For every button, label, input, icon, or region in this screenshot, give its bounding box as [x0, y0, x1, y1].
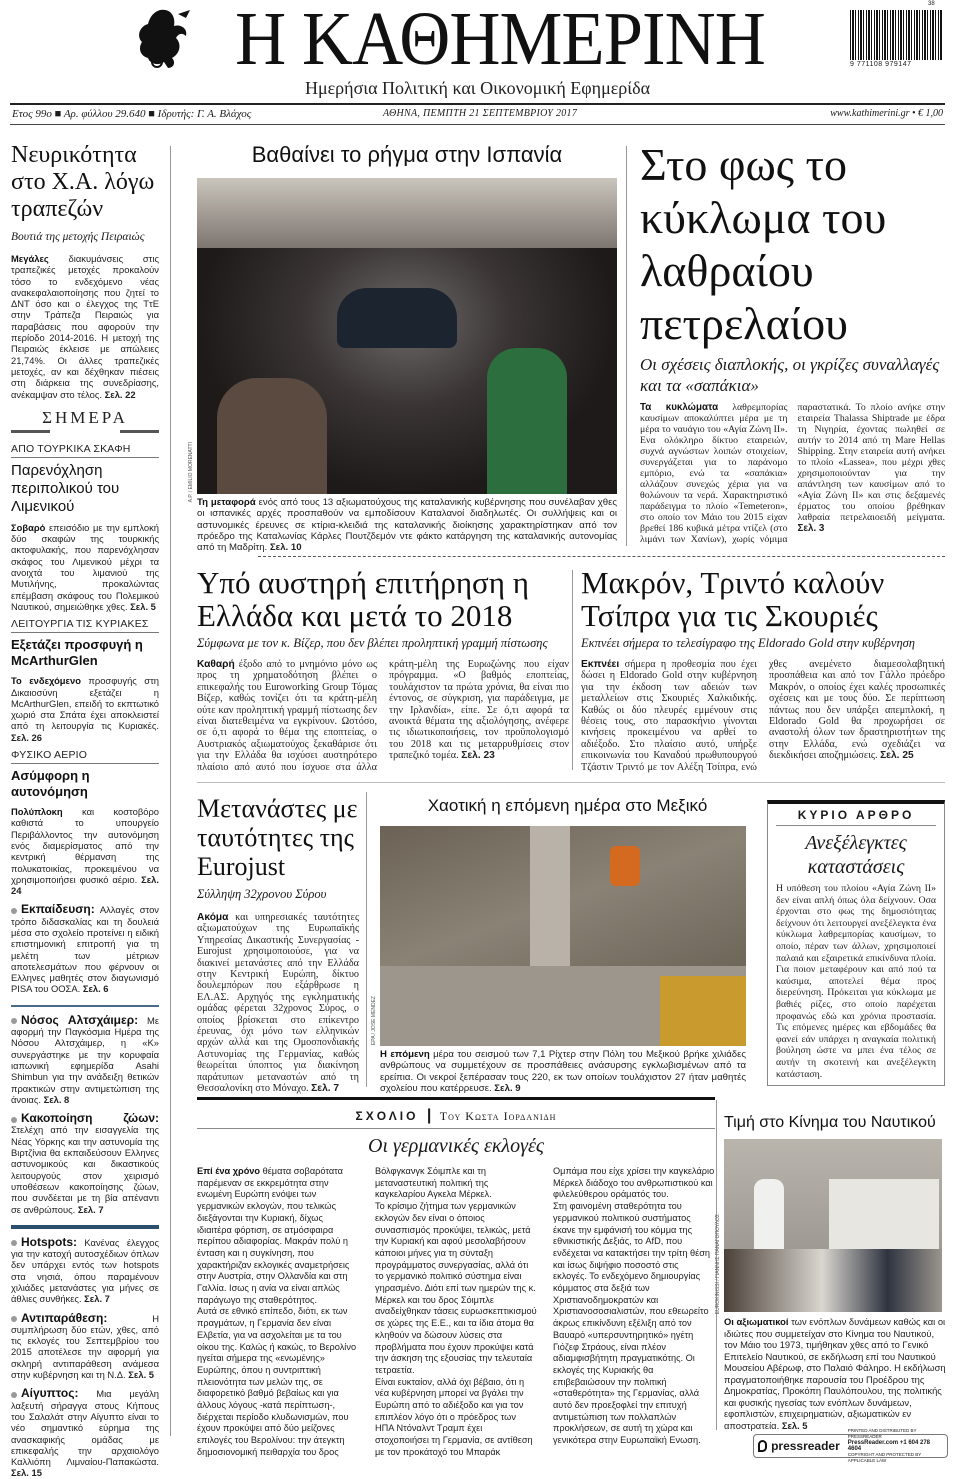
page-ref[interactable]: Σελ. 25	[880, 750, 914, 762]
brief-item[interactable]	[11, 1388, 159, 1478]
lead-word: Το ενδεχόμενο	[11, 675, 81, 687]
column-divider	[170, 146, 171, 1436]
barcode-issue: 38	[928, 1, 935, 7]
newspaper-title: Η ΚΑΘΗΜΕΡΙΝΗ	[235, 0, 765, 81]
page-ref[interactable]: Σελ. 15	[11, 1467, 42, 1479]
page-ref[interactable]: Σελ. 5	[128, 1369, 154, 1381]
body-text: διακυμάνσεις στις τραπεζικές μετοχές προκαλούν τόσο το ενδεχόμενο νέας ανακεφαλαιοποίησης που ζητεί το ΔΝΤ όσο και ο έλεγχος της ΤτΕ στην Τράπεζα Πειραιώς για παραβάσεις που αφορούν την περίοδο 2014-2016. Η μετοχή της Πειραιώς έκλεισε με απώλειες 21,74%. Οι άλλες τραπεζικές μετοχές, αν και δέχθηκαν πιέσεις στη διάρκεια της συνεδρίασης, ανέκαμψαν στο τέλος.	[11, 253, 159, 400]
left-story[interactable]	[11, 618, 159, 743]
page-ref[interactable]: Σελ. 24	[11, 873, 159, 897]
lead-word: Τη μεταφορά	[197, 497, 256, 508]
info-rule	[10, 124, 945, 125]
brief-item[interactable]	[11, 1234, 159, 1305]
headline: Μετανάστες με ταυτότητες της Eurojust	[197, 794, 358, 881]
headline: Παρενόχληση περιπολικού του Λιμενικού	[11, 461, 120, 515]
brief-text: Κανένας έλεγχος για την κατοχή αυτοσχέδιων όπλων δεν υπάρχει εντός των hotspots στα νησιά, όπου παραμένουν χιλιάδες μετανάστες για μήνες σε άθλιες συνθήκες.	[11, 1236, 159, 1305]
headline: Ανεξέλεγκτες καταστάσεις	[805, 832, 907, 878]
lead-word: Καθαρή	[197, 659, 235, 670]
lead-word: Πολύπλοκη	[11, 806, 63, 818]
caption-text: μέρα του σεισμού των 7,1 Ρίχτερ στην Πόλη του Μεξικού βρήκε χιλιάδες ανθρώπους να συμμετέχουν σε προσπάθειες ανάσυρσης εγκλωβισμένων από τα ερείπια. Οι νεκροί ξεπέρασαν τους 220, εκ των οποίων τουλάχιστον 27 ήταν μαθητές σχολείου που κατέρρευσε.	[380, 1049, 746, 1094]
issue-info: Ετος 99ο ■ Αρ. φύλλου 29.640 ■ Ιδρυτής: Γ. Α. Βλάχος	[12, 108, 252, 120]
page-ref[interactable]: Σελ. 5	[781, 1419, 808, 1431]
body-text: έξοδο από το μνημόνιο μόνο ως προς τη χρηματοδότηση βλέπει ο επικεφαλής του Euroworking Group Τόμας Βίζερ, καθώς τονίζει ότι τα κράτη-μέλη ούτε καν προληπτική γραμμή πίστωσης δεν είναι διατεθειμένα να εγκρίνουν. Ωστόσο, σε ό,τι αφορά το θέμα της εποπτείας, ο Αυστριακός αξιωματούχος ξεκαθάρισε ότι για την Ελλάδα θα ισχύσει αυστηρότερο πλαίσιο από αυτό που ίσχυσε στα άλλα κράτη-μέλη της Ευρωζώνης που είχαν πρόγραμμα. «Ο βαθμός εποπτείας, τουλάχιστον τα πρώτα χρόνια, θα είναι πιο έντονος, σε σύγκριση, για παράδειγμα, με την Ιρλανδία», είπε. Σε ό,τι αφορά τα ανοικτά θέματα της αξιολόγησης, ανέφερε τις ιδιωτικοποιήσεις, τον προϋπολογισμό του 2018 και τις μεταρρυθμίσεις στον τραπεζικό τομέα.	[197, 659, 569, 773]
subhead: Εκπνέει σήμερα το τελεσίγραφο της Eldorado Gold στην κυβέρνηση	[581, 636, 916, 650]
pressreader-line3: COPYRIGHT AND PROTECTED BY APPLICABLE LAW	[847, 1452, 922, 1463]
today-label: ΣΗΜΕΡΑ	[42, 407, 128, 427]
page-ref[interactable]: Σελ. 9	[494, 1082, 521, 1094]
body-text: λαθρεμπορίας καυσίμων αποκαλύπτει μέρα με τη μέρα το ναυάγιο του «Αγία Ζώνη ΙΙ». Ενα ολόκληρο δίκτυο εταιρειών, συχνά αγνώστων λοιπών στοιχείων, συνεργάζεται για το παράνομο εμπόριο, ενώ τα «σαπάκια» αλλάζουν συνεχώς χέρια για να θολώνουν τα νερά. Χαρακτηριστικό παράδειγμα το πλοίο «Temeteron», στο οποίο τον Μάιο του 2015 είχαν βρεθεί 186 κυβικά μέτρα ντίζελ (στο λιμάνι των Χανίων), χωρίς νόμιμα παραστατικά. Το πλοίο ανήκε στην εταιρεία Thalassa Shiptrade με έδρα τη Νιγηρία, έχοντας πωληθεί σε αυτήν το 2014 από τη Mare Hellas Shipping. Στην εταιρεία αυτή ανήκει το πλοίο «Lassea», που μέχρι χθες χρησιμοποιούνταν για την απάντληση των καυσίμων από το «Αγία Ζώνη ΙΙ» και στις δεξαμενές έρματος του οποίου βρέθηκαν λαθραία πετρελαιοειδή μείγματα.	[640, 402, 945, 545]
editorial-label: ΚΥΡΙΟ ΑΡΘΡΟ	[776, 808, 936, 826]
lead-story-banks[interactable]	[11, 142, 159, 400]
headline: Μακρόν, Τριντό καλούν Τσίπρα για τις Σκουριές	[581, 565, 885, 633]
page-ref[interactable]: Σελ. 23	[461, 750, 495, 762]
column-divider	[626, 146, 627, 546]
lead-word: Η επόμενη	[380, 1049, 430, 1060]
barcode	[850, 10, 942, 60]
brief-item[interactable]	[11, 904, 159, 1006]
body	[197, 1166, 715, 1459]
lead-word: Τα κυκλώματα	[640, 402, 719, 413]
page-ref[interactable]: Σελ. 5	[130, 600, 156, 612]
brief-title: Νόσος Αλτσχάιμερ:	[21, 1012, 139, 1027]
caption	[724, 1316, 946, 1431]
page-ref[interactable]: Σελ. 22	[104, 388, 136, 400]
paragraph: Το κρίσιμο ζήτημα των γερμανικών εκλογών δεν είναι ο όποιος συνασπισμός προκύψει, τελικώς, μετά την Κυριακή και αφού μεσολαβήσουν κάποιοι μήνες για τη σύνταξη προγράμματος συνεργασίας, αλλά ότι το γερμανικό πολιτικό σύστημα είναι γηρασμένο. Διότι επί των ημερών της κ. Μέρκελ και του δρος Σόιμπλε αναδείχθηκαν τάσεις ευρωσκεπτικισμού σε χώρες της Ε.Ε., και τα ίδια άτομα θα κληθούν να δώσουν λύσεις στα προβλήματα που έχουν προκύψει κατά την άσκηση της εξουσίας την τελευταία τετραετία.	[375, 1201, 537, 1375]
brief-item[interactable]	[11, 1113, 159, 1229]
page-ref[interactable]: Σελ. 3	[797, 523, 825, 534]
paragraph: Είναι ευκταίον, αλλά όχι βέβαιο, ότι η νέα κυβέρνηση μπορεί να βγάλει την Ευρώπη από το αδιέξοδο και για τον επιπλέον λόγο ότι ο πρόεδρος των ΗΠΑ Ντόναλντ Τραμπ έχει στοχοποιήσει τη Γερμανία, σε αντίθεση με τον προκάτοχό του Μπαράκ Ομπάμα που είχε χρίσει την καγκελάριο Μέρκελ διάδοχο του ανθρωπιστικού και φιλελεύθερου οράματός του.	[375, 1166, 715, 1457]
lead-word: Ακόμα	[197, 912, 229, 923]
mexico-earthquake-photo[interactable]	[380, 826, 746, 1046]
mexico-story[interactable]	[371, 796, 755, 1094]
editorial-box[interactable]	[767, 800, 945, 1086]
subhead: Βουτιά της μετοχής Πειραιώς	[11, 231, 145, 243]
lead-word: Μεγάλες	[11, 253, 49, 264]
navy-ceremony-photo[interactable]	[724, 1139, 942, 1312]
page-ref[interactable]: Σελ. 7	[84, 1293, 110, 1305]
kicker: ΦΥΣΙΚΟ ΑΕΡΙΟ	[11, 749, 159, 764]
brief-title: Κακοποίηση ζώων:	[21, 1111, 159, 1126]
lead-word: Οι αξιωματικοί	[724, 1316, 789, 1327]
photo-credit: EUROKINISSI / ΓΙΑΝΝΗΣ ΠΑΝΑΓΟΠΟΥΛΟΣ	[715, 1214, 721, 1315]
lead-word: Εκπνέει	[581, 659, 620, 670]
website-price: www.kathimerini.gr • € 1,00	[830, 108, 943, 119]
brief-item[interactable]	[11, 1310, 159, 1381]
lead-word: Σοβαρό	[11, 521, 46, 533]
headline: Εξετάζει προσφυγή η McArthurGlen	[11, 637, 143, 669]
brief-title: Εκπαίδευση:	[21, 902, 95, 917]
left-story[interactable]	[11, 443, 159, 612]
pressreader-logo: pressreader	[771, 1439, 840, 1453]
caption	[380, 1049, 746, 1094]
page-ref[interactable]: Σελ. 6	[82, 983, 109, 995]
page-ref[interactable]: Σελ. 8	[43, 1093, 70, 1105]
subhead: Οι σχέσεις διαπλοκής, οι γκρίζες συναλλαγές και τα «σαπάκια»	[640, 355, 940, 395]
headline: Τιμή στο Κίνημα του Ναυτικού	[724, 1114, 936, 1131]
barcode-number: 9 771108 979147	[850, 61, 912, 68]
masthead-rule	[10, 103, 945, 105]
headline: Στο φως το κύκλωμα του λαθραίου πετρελαίου	[640, 139, 887, 349]
body	[640, 402, 945, 545]
photo-credit: EPA / JOSE MENDEZ	[371, 996, 377, 1046]
bullet-icon	[11, 1316, 17, 1322]
body	[197, 912, 359, 1095]
body-text: επεισόδιο με την εμπλοκή δύο σκαφών της τουρκικής ακτοφυλακής, που παρενόχλησαν σκάφος του Λιμενικού μέχρι τα ανοιχτά του λιμανιού της Μυτιλήνης, προκαλώντας επέμβαση σκάφους του Πολεμικού Ναυτικού, σημειώθηκε χθες.	[11, 521, 159, 612]
left-story[interactable]	[11, 749, 159, 896]
bullet-icon	[11, 1018, 17, 1024]
body-text: και υπηρεσιακές ταυτότητες αξιωματούχων της Ευρωπαϊκής Υπηρεσίας Δικαστικής Συνεργασίας - Eurojust χρησιμοποιούσε, για να διακινεί μετανάστες από την Ελλάδα στην Κεντρική Ευρώπη, δίκτυο δουλεμπόρων που εξάρθρωσε η ΕΛ.ΑΣ. Αρχηγός της εγκληματικής ομάδας φέρεται 32χρονος Σύρος, ο οποίος βρίσκεται στο επίκεντρο έρευνας, όχι μόνο των ελληνικών αρχών αλλά και της Ομοσπονδιακής Αστυνομίας της Γερμανίας, καθώς θεωρείται ύποπτος για διακίνηση παράτυπων μεταναστών από τη Θεσσαλονίκη στο Μόναχο.	[197, 912, 359, 1095]
author: Του Κωστα Ιορδανιδη	[439, 1109, 557, 1123]
page-ref[interactable]: Σελ. 26	[11, 731, 42, 743]
photo-credit: A.P. / EMILIO MORENATTI	[188, 442, 194, 503]
brief-title: Αίγυπτος:	[21, 1386, 79, 1401]
body-text: προσφυγής στη Δικαιοσύνη εξετάζει η McArthurGlen, επειδή το εκπτωτικό χωριό στα Σπάτα έχει αποκλειστεί από τη λειτουργία τις Κυριακές.	[11, 675, 159, 732]
body	[197, 659, 569, 773]
body: Η υπόθεση του πλοίου «Αγία Ζώνη ΙΙ» δεν είναι απλή όπως όλα δείχνουν. Οσα έρχονται στο φως της δημοσιότητας δείχνουν ότι λειτουργεί ανεξέλεγκτα ένα κύκλωμα λαθρεμπορίας καυσίμων, το οποίο, πέραν των άλλων, χρησιμοποιεί παλαιά και εξαιρετικά επικίνδυνα πλοία. Για ποιον μεταφέρουν και από πού τα καύσιμα, αποτελεί θέμα προς διερεύνηση. Πρόκειται για κύκλωμα με βαθιές ρίζες, στο οποίο παρέχεται προφανώς εδώ και χρόνια προστασία. Τις επόμενες ημέρες και εβδομάδες θα φανεί εάν υπάρχει η αναγκαία πολιτική βούληση ώστε να μπει ένα τέλος σε αυτήν τη σκοτεινή και ανεξέλεγκτη κατάσταση.	[776, 883, 936, 1080]
brief-text: Η συμπλήρωση δύο ετών, χθες, από τις εκλογές του Σεπτεμβρίου του 2015 αποτέλεσε την αφορμή για σκληρή αντιπαράθεση ανάμεσα στην κυβέρνηση και τη Ν.Δ.	[11, 1312, 159, 1381]
caption-text: ενός από τους 13 αξιωματούχους της καταλανικής κυβέρνησης που συνέλαβαν χθες οι ισπανικές αρχές προσπαθούν να εμποδίσουν Καταλανοί διαδηλωτές. Οι συλλήψεις και οι αστυνομικές έρευνες σε κτίρια-κλειδιά της καταλανικής διοίκησης χαρακτηρίστηκαν από τον πρόεδρο της Καταλωνίας Κάρλες Πουτζδεμόν ντε φάκτο κατάργηση της καταλανικής αυτονομίας από τη Μαδρίτη.	[197, 497, 617, 554]
body-text: σήμερα η προθεσμία που έχει δώσει η Eldorado Gold στην κυβέρνηση για την έκδοση των αδειών των μεταλλείων στις Σκουριές Χαλκιδικής. Καθώς οι δύο πλευρές εμμένουν στις θέσεις τους, στο παρασκήνιο γίνονται κινήσεις προκειμένου να αρθεί το αδιέξοδο. Στο πλαίσιο αυτό, υπήρξε επικοινωνία του Καναδού πρωθυπουργού Τζάστιν Τριντό με τον Αλέξη Τσίπρα, ενώ χθες ανεμένετο διαμεσολαβητική προσπάθεια και από τον Γάλλο πρόεδρο Μακρόν, ο οποίος έχει καλές προσωπικές σχέσεις και με τους δύο. Σε περίπτωση πάντως που δεν υπάρξει απεμπλοκή, η Eldorado Gold θα προχωρήσει σε αναστολή όλων των δραστηριοτήτων της στην Ελλάδα, ενώ σχεδιάζει να διεκδικήσει αποζημιώσεις.	[581, 659, 945, 773]
brief-title: Αντιπαράθεση:	[21, 1310, 108, 1325]
body-text: θέματα σοβαρότατα παρέμεναν σε εκκρεμότητα στην ενωμένη Ευρώπη ενόψει των γερμανικών εκλογών, που τελικώς διεξάγονται την Κυριακή, δίχως ιδιαιτέρα φόρτιση, σε ατμόσφαιρα περίπου αδιαφορίας. Μακράν πολύ η ένταση και η συγκίνηση, που χαρακτήριζαν εκλογικές αναμετρήσεις στην Αυστρία, στην Ολλανδία και στη Γαλλία. Ισως η ανία να είναι απλώς παράγωγο της σταθερότητος.	[197, 1166, 350, 1305]
headline: Βαθαίνει το ρήγμα στην Ισπανία	[251, 142, 563, 167]
paragraph: Αυτά σε εθνικό επίπεδο, διότι, εκ των πραγμάτων, η Γερμανία δεν είναι Ελβετία, για να ασχολείται με τα του οίκου της. Καλώς ή κακώς, το Βερολίνο ηγείται σήμερα της «ενωμένης» Ευρώπης, όπου η συντριπτική πλειονότητα των μελών της, σε διαφορετικό βαθμό βεβαίως και για άλλους λόγους -κατά περίπτωση-, διέρχεται περίοδο κλυδωνισμών, που έχουν προκύψει από δύο μείζονες επιλογές του Βερολίνου: την άτεγκτη δημοσιονομική πειθαρχία του δρος Βόλφγκανγκ Σόιμπλε και τη μεταναστευτική πολιτική της καγκελαρίου Αγκελα Μέρκελ.	[197, 1166, 492, 1457]
today-section-header	[11, 408, 159, 433]
bullet-icon	[11, 1392, 17, 1398]
headline: Χαοτική η επόμενη ημέρα στο Μεξικό	[427, 796, 708, 815]
bullet-icon	[11, 908, 17, 914]
brief-text: Μια μεγάλη λαξευτή σήραγγα στους Κήπους του Σαλαλάτ στην Αίγυπτο είναι το νέο σημαντικό εύρημα της ανασκαφικής ομάδας με επικεφαλής την αρχαιολόγο Καλλιόπη Λιμναίου-Παπακώστα.	[11, 1388, 159, 1468]
headline: Υπό αυστηρή επιτήρηση η Ελλάδα και μετά το 2018	[197, 565, 529, 633]
headline: Ασύμφορη η αυτονόμηση	[11, 768, 90, 800]
page-ref[interactable]: Σελ. 10	[269, 542, 302, 554]
kicker: ΛΕΙΤΟΥΡΓΙΑ ΤΙΣ ΚΥΡΙΑΚΕΣ	[11, 618, 159, 633]
bullet-icon	[11, 1117, 17, 1123]
bullet-icon	[11, 1240, 17, 1246]
brief-item[interactable]	[11, 1012, 159, 1105]
caption	[197, 497, 617, 553]
caption-text: των ενόπλων δυνάμεων καθώς και οι ιδιώτες που συμμετείχαν στο Κίνημα του Ναυτικού, τον Μάιο του 1973, τιμήθηκαν χθες από το Γενικό Επιτελείο Ναυτικού, σε εκδήλωση επί του Ναυτικού Μουσείου Αβέρωφ, στο Παλαιό Φάληρο. Η εκδήλωση πραγματοποιήθηκε παρουσία του Προέδρου της Δημοκρατίας, Προκόπη Παυλόπουλου, της πολιτικής και φυσικής ηγεσίας των ενόπλων δυνάμεων, εφοπλιστών, επιχειρηματιών, αξιωματικών εν αποστρατεία.	[724, 1316, 946, 1431]
section-divider	[197, 782, 945, 783]
spain-protest-photo[interactable]	[197, 178, 617, 494]
pressreader-line2: PressReader.com +1 604 278 4604	[847, 1440, 931, 1452]
left-column	[11, 142, 159, 1479]
comment-column[interactable]: ΣΧΟΛΙΟ | Του Κωστα Ιορδανιδη Οι γερμανικές εκλογές Επί ένα χρόνο θέματα σοβαρότατα παρέμεναν σε εκκρεμότητα στην ενωμένη Ευρώπη ενόψει των γερμανικών εκλογών, που τελικώς διεξάγονται την Κυριακή, δίχως ιδιαιτέρα φόρτιση, σε ατμόσφαιρα περίπου αδιαφορίας. Μακράν πολύ η ένταση και η συγκίνηση, που χαρακτήριζαν εκλογικές αναμετρήσεις στην Αυστρία, στην Ολλανδία και στη Γαλλία. Ισως η ανία να είναι απλώς παράγωγο της σταθερότητος. Αυτά σε εθνικό επίπεδο, διότι, εκ των πραγμάτων, η Γερμανία δεν είναι Ελβετία, για να ασχολείται με τα του οίκου της. Καλώς ή κακώς, το Βερολίνο ηγείται σήμερα της «ενωμένης» Ευρώπης, όπου η συντριπτική πλειονότητα των μελών της, σε διαφορετικό βαθμό βεβαίως και για άλλους λόγους -κατά περίπτωση-, διέρχεται περίοδο κλυδωνισμών, που έχουν προκύψει από δύο μείζονες επιλογές του Βερολίνου: την άτεγκτη δημοσιονομική πειθαρχία του δρος Βόλφγκανγκ Σόιμπλε και τη μεταναστευτική πολιτική της καγκελαρίου Αγκελα Μέρκελ. Το κρίσιμο ζήτημα των γερμανικών εκλογών δεν είναι ο όποιος συνασπισμός προκύψει, τελικώς, μετά την Κυριακή και αφού μεσολαβήσουν κάποιοι μήνες για τη σύνταξη προγράμματος συνεργασίας, αλλά ότι το γερμανικό πολιτικό σύστημα είναι γηρασμένο. Διότι επί των ημερών της κ. Μέρκελ και του δρος Σόιμπλε αναδείχθηκαν τάσεις ευρωσκεπτικισμού σε χώρες της Ε.Ε., και τα ίδια άτομα θα κληθούν να δώσουν λύσεις στα προβλήματα που έχουν προκύψει κατά την άσκηση της εξουσίας την τελευταία τετραετία. Είναι ευκταίον, αλλά όχι βέβαιο, ότι η νέα κυβέρνηση μπορεί να βγάλει την Ευρώπη από το αδιέξοδο και για τον επιπλέον λόγο ότι ο πρόεδρος των ΗΠΑ Ντόναλντ Τραμπ έχει στοχοποιήσει τη Γερμανία, σε αντίθεση με τον προκάτοχό του Μπαράκ Ομπάμα που είχε χρίσει την καγκελάριο Μέρκελ διάδοχο του ανθρωπιστικού και φιλελεύθερου οράματός του. Στη φαινομένη σταθερότητα του γερμανικού πολιτικού συστήματος έκανε την εμφάνισή του κόμμα της εθνικιστικής Δεξιάς, το AfD, που ενδέχεται να κατακτήσει την τρίτη θέση και ίσως διψήφιο ποσοστό στις εκλογές. Το ενδεχόμενο δημιουργίας κόμματος στα δεξιά των Χριστιανοδημοκρατών και Χριστιανοσοσιαλιστών, που εθεωρείτο άκρως επικίνδυνη εξέλιξη από τον Βαυαρό «υπερσυντηρητικό» ηγέτη Γιόζεφ Στράους, είναι πλέον αδιαμφισβήτητη πραγματικότης. Οι εκλογές της Κυριακής θα επιβεβαιώσουν την πολιτική «σταθερότητα» της Γερμανίας, αλλά αυτό δεν προεξοφλεί την επιτυχή αντιμετώπιση των πολλαπλών προκλήσεων, σε αυτή τη χώρα και γενικότερα στην Ευρωπαϊκή Ενωση.	[197, 1097, 715, 1459]
pressreader-line1: PRINTED AND DISTRIBUTED BY PRESSREADER	[847, 1428, 917, 1439]
pressreader-logo-icon	[758, 1440, 767, 1452]
pressreader-badge[interactable]	[753, 1428, 948, 1463]
subtitle: Ημερήσια Πολιτική και Οικονομική Εφημερίδα	[304, 78, 651, 98]
skouries-story[interactable]	[581, 566, 945, 773]
eurojust-story[interactable]	[197, 794, 359, 1095]
griffin-logo-icon	[130, 6, 200, 72]
greece-supervision-story[interactable]	[197, 566, 569, 773]
lead-word: Επί ένα χρόνο	[197, 1166, 261, 1176]
date-line: ΑΘΗΝΑ, ΠΕΜΠΤΗ 21 ΣΕΠΤΕΜΒΡΙΟΥ 2017	[383, 108, 578, 119]
subhead: Σύμφωνα με τον κ. Βίζερ, που δεν βλέπει προληπτική γραμμή πίστωσης	[197, 636, 548, 650]
brief-title: Hotspots:	[21, 1234, 77, 1249]
comment-label: ΣΧΟΛΙΟ	[355, 1109, 419, 1123]
headline: Οι γερμανικές εκλογές	[368, 1135, 544, 1157]
kicker: ΑΠΟ ΤΟΥΡΚΙΚΑ ΣΚΑΦΗ	[11, 443, 159, 458]
headline: Νευρικότητα στο Χ.Α. λόγω τραπεζών	[11, 142, 155, 222]
masthead	[0, 0, 955, 128]
navy-story[interactable]	[715, 1114, 946, 1431]
body	[581, 659, 945, 773]
page-ref[interactable]: Σελ. 7	[77, 1203, 104, 1215]
body-text: και κοστοβόρο καθιστά το υπουργείο Περιβάλλοντος την αυτονόμηση ενός διαμερίσματος από την κεντρική θέρμανση της πολυκατοικίας, προκειμένου να χρησιμοποιήσει φυσικό αέριο.	[11, 806, 159, 885]
column-divider	[366, 792, 367, 1087]
section-divider	[258, 556, 945, 557]
spain-story[interactable]	[188, 142, 617, 554]
page-ref[interactable]: Σελ. 7	[311, 1083, 340, 1095]
oil-smuggling-story[interactable]	[640, 138, 945, 545]
brief-text: Στελέχη από την εισαγγελία της Νέας Υόρκης και την αστυνομία της Βιρτζίνια θα εκπαιδεύσουν Ελληνες αστυνομικούς και δικαστικούς λειτουργούς στον χειρισμό υποθέσεων κακοποίησης ζώων, που συνδέεται με τη βία απέναντι σε ανθρώπους.	[11, 1124, 159, 1215]
column-divider	[572, 570, 573, 770]
paragraph: Στη φαινομένη σταθερότητα του γερμανικού πολιτικού συστήματος έκανε την εμφάνισή του κόμμα της εθνικιστικής Δεξιάς, το AfD, που ενδέχεται να κατακτήσει την τρίτη θέση και ίσως διψήφιο ποσοστό στις εκλογές. Το ενδεχόμενο δημιουργίας κόμματος στα δεξιά των Χριστιανοδημοκρατών και Χριστιανοσοσιαλιστών, που εθεωρείτο άκρως επικίνδυνη εξέλιξη από τον Βαυαρό «υπερσυντηρητικό» ηγέτη Γιόζεφ Στράους, είναι πλέον αδιαμφισβήτητη πραγματικότης. Οι εκλογές της Κυριακής θα επιβεβαιώσουν την πολιτική «σταθερότητα» της Γερμανίας, αλλά αυτό δεν προεξοφλεί την επιτυχή αντιμετώπιση των πολλαπλών προκλήσεων, σε αυτή τη χώρα και γενικότερα στην Ευρωπαϊκή Ενωση.	[553, 1201, 711, 1446]
subhead: Σύλληψη 32χρονου Σύρου	[197, 887, 327, 901]
brief-text: Αλλαγές στον τρόπο διδασκαλίας και τη δουλειά μέσα στο σχολείο προτείνει η ειδική επιστημονική επιτροπή για τη μελέτη των μέτριων αποτελεσμάτων που φέρνουν οι Ελληνες μαθητές στον διαγωνισμό PISA του ΟΟΣΑ.	[11, 904, 159, 995]
brief-text: Με αφορμή την Παγκόσμια Ημέρα της Νόσου Αλτσχάιμερ, η «Κ» συνεργάστηκε με την κορυφαία ιαπωνική εφημερίδα Asahi Shimbun για την ανάδειξη θετικών πρακτικών στην αντιμετώπιση της άνοιας.	[11, 1014, 159, 1105]
